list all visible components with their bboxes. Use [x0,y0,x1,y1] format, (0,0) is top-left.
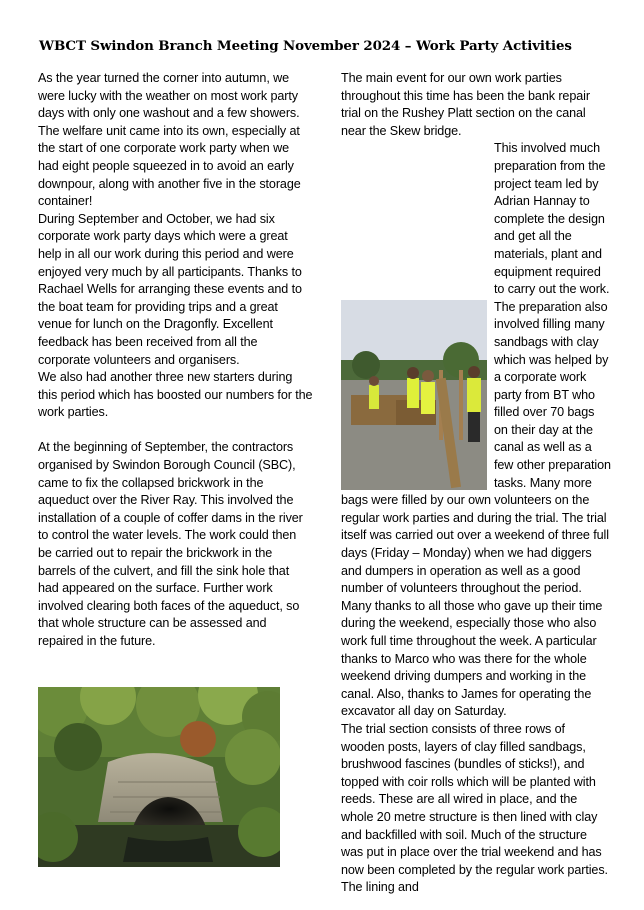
work-party-photo [341,300,487,490]
aqueduct-photo [38,687,280,867]
paragraph-corporate-days: During September and October, we had six corporate work party days which were a great help in all our work during this period and were enjoyed very much by all participants. Thanks to Rachael Wells for arranging these events and to the boat team for providing trips and a great venue for lunch on the Dragonfly. Excellent feedback has been received from all the corporate volunteers and organisers. [38,211,302,367]
paragraph-preparation-wrap [341,140,611,721]
paragraph-weather: As the year turned the corner into autumn, we were lucky with the weather on most work party days with only one washout and a few showers. The welfare unit came into its own, especially at the start of one corporate work party when we had eight people squeezed in to avoid an early downpour, along with another five in the storage container! [38,71,301,209]
page-title: WBCT Swindon Branch Meeting November 2024 – Work Party Activities [39,38,572,54]
left-column [38,70,313,651]
paragraph-main-event: The main event for our own work parties throughout this time has been the bank repair trial on the Rushey Platt section on the canal near the Skew bridge. [341,71,590,138]
paragraph-preparation: This involved much preparation from the project team led by Adrian Hannay to complete the design and get all the materials, plant and equipment required to carry out the work. The preparation also involved filling many sandbags with clay which was helped by a corporate work party from BT who filled over 70 bags on their day at the canal as well as a few other preparation tasks. Many more bags were filled by our own volunteers on the regular work parties and during the trial. The trial itself was carried out over a weekend of three full days (Friday – Monday) when we had diggers and dumpers in operation as well as a good number of volunteers throughout the period. Many thanks to all those who gave up their time during the weekend, especially those who also work full time throughout the week. A particular thanks to Marco who was there for the whole weekend driving dumpers and working in the canal. Also, thanks to James for operating the excavator all day on Saturday. [341,141,611,719]
paragraph-aqueduct: At the beginning of September, the contractors organised by Swindon Borough Council (SBC), came to fix the collapsed brickwork in the aqueduct over the River Ray. This involved the installation of a couple of coffer dams in the river to control the water levels. The work could then be carried out to repair the brickwork in the barrels of the culvert, and fill the sink hole that had appeared on the surface. Further work involved clearing both faces of the aqueduct, so that whole structure can be assessed and repaired in the future. [38,440,303,648]
right-column [341,70,611,897]
paragraph-new-starters: We also had another three new starters during this period which has boosted our numbers for the work parties. [38,370,313,420]
paragraph-trial-section: The trial section consists of three rows of wooden posts, layers of clay filled sandbags, brushwood fascines (bundles of sticks!), and topped with coir rolls which will be planted with reeds. These are all wired in place, and the whole 20 metre structure is then lined with clay and backfilled with soil. Much of the structure was put in place over the trial weekend and has now been completed by the regular work parties. The lining and [341,721,608,895]
